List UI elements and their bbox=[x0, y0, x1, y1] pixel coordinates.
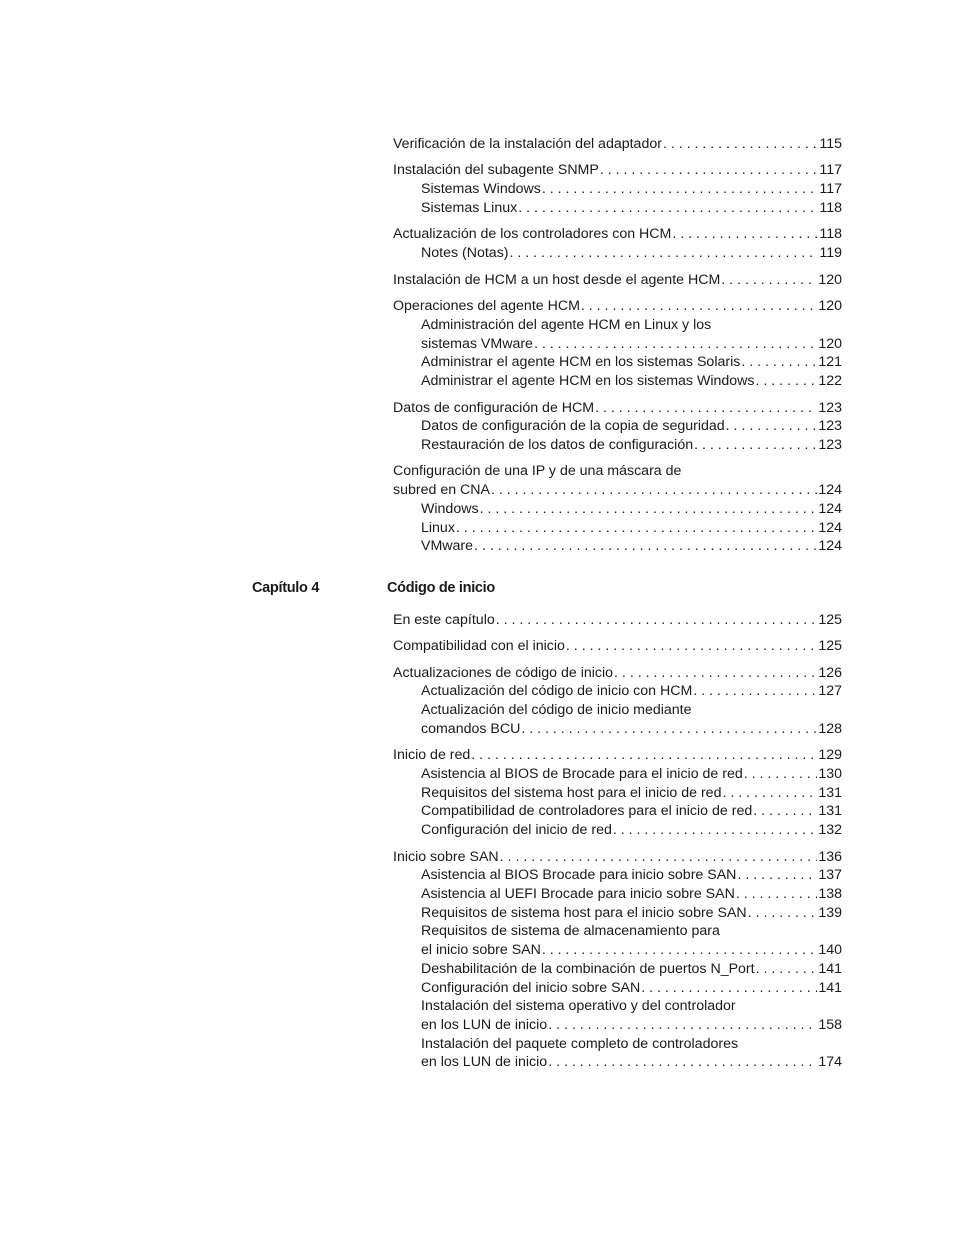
toc-entry-line[interactable]: Administración del agente HCM en Linux y los bbox=[421, 317, 712, 333]
toc-page-number: 123 bbox=[818, 400, 842, 416]
dot-leader bbox=[722, 785, 817, 802]
dot-leader bbox=[581, 298, 817, 315]
toc-entry-title: Linux bbox=[421, 520, 455, 536]
toc-entry-title: subred en CNA bbox=[393, 482, 490, 498]
dot-leader bbox=[521, 721, 817, 738]
toc-page-number: 119 bbox=[819, 245, 842, 261]
toc-entry-title: Datos de configuración de HCM bbox=[393, 400, 595, 416]
toc-entry[interactable] bbox=[421, 886, 842, 903]
dot-leader bbox=[542, 181, 819, 198]
toc-page-number: 132 bbox=[818, 822, 842, 838]
toc-entry-title: Compatibilidad con el inicio bbox=[393, 638, 565, 654]
dot-leader bbox=[693, 683, 817, 700]
toc-entry[interactable] bbox=[421, 181, 842, 198]
toc-entry[interactable] bbox=[421, 520, 842, 537]
toc-entry-title: Inicio sobre SAN bbox=[393, 849, 499, 865]
dot-leader bbox=[474, 538, 817, 555]
dot-leader bbox=[756, 373, 818, 390]
toc-entry[interactable] bbox=[421, 336, 842, 353]
toc-page-number: 158 bbox=[818, 1017, 842, 1033]
toc-page-number: 131 bbox=[818, 803, 842, 819]
toc-page-number: 174 bbox=[818, 1054, 842, 1070]
toc-entry[interactable] bbox=[393, 272, 842, 289]
toc-entry-title: Requisitos del sistema host para el inicio de red bbox=[421, 785, 722, 801]
toc-entry[interactable] bbox=[421, 785, 842, 802]
toc-page-number: 136 bbox=[818, 849, 842, 865]
toc-entry[interactable] bbox=[421, 822, 842, 839]
toc-entry-title: Asistencia al BIOS Brocade para inicio sobre SAN bbox=[421, 867, 737, 883]
toc-page-number: 117 bbox=[819, 162, 842, 178]
dot-leader bbox=[518, 200, 818, 217]
toc-entry[interactable] bbox=[421, 961, 842, 978]
toc-entry[interactable] bbox=[393, 400, 842, 417]
dot-leader bbox=[744, 766, 818, 783]
toc-entry[interactable] bbox=[421, 200, 842, 217]
dot-leader bbox=[672, 226, 818, 243]
toc-entry-title: Windows bbox=[421, 501, 479, 517]
toc-entry-title: Instalación de HCM a un host desde el agente HCM bbox=[393, 272, 721, 288]
toc-entry[interactable] bbox=[421, 803, 842, 820]
toc-entry-title: Actualizaciones de código de inicio bbox=[393, 665, 614, 681]
toc-page-number: 123 bbox=[818, 437, 842, 453]
dot-leader bbox=[694, 437, 817, 454]
toc-entry-title: Configuración del inicio de red bbox=[421, 822, 612, 838]
dot-leader bbox=[496, 612, 818, 629]
toc-entry-title: En este capítulo bbox=[393, 612, 495, 628]
toc-entry[interactable] bbox=[421, 418, 842, 435]
toc-entry-line[interactable]: Instalación del paquete completo de controladores bbox=[421, 1036, 739, 1052]
toc-entry[interactable] bbox=[393, 849, 842, 866]
toc-entry-title: Restauración de los datos de configuración bbox=[421, 437, 694, 453]
dot-leader bbox=[741, 354, 817, 371]
toc-entry-title: Asistencia al BIOS de Brocade para el inicio de red bbox=[421, 766, 743, 782]
toc-entry[interactable] bbox=[421, 373, 842, 390]
toc-entry[interactable] bbox=[393, 665, 842, 682]
toc-entry[interactable] bbox=[393, 226, 842, 243]
dot-leader bbox=[471, 747, 817, 764]
toc-entry[interactable] bbox=[393, 612, 842, 629]
dot-leader bbox=[534, 336, 817, 353]
toc-entry-title: Administrar el agente HCM en los sistemas Windows bbox=[421, 373, 755, 389]
toc-entry-title: Compatibilidad de controladores para el inicio de red bbox=[421, 803, 753, 819]
toc-entry[interactable] bbox=[421, 354, 842, 371]
toc-entry[interactable] bbox=[421, 905, 842, 922]
dot-leader bbox=[641, 980, 817, 997]
toc-entry-title: el inicio sobre SAN bbox=[421, 942, 541, 958]
toc-entry[interactable] bbox=[421, 501, 842, 518]
toc-page-number: 129 bbox=[818, 747, 842, 763]
toc-entry[interactable] bbox=[421, 980, 842, 997]
toc-entry[interactable] bbox=[393, 136, 842, 153]
toc-entry-title: VMware bbox=[421, 538, 474, 554]
toc-entry[interactable] bbox=[393, 747, 842, 764]
dot-leader bbox=[480, 501, 818, 518]
toc-page-number: 120 bbox=[818, 336, 842, 352]
dot-leader bbox=[736, 886, 817, 903]
dot-leader bbox=[500, 849, 818, 866]
dot-leader bbox=[613, 822, 817, 839]
toc-page-number: 126 bbox=[818, 665, 842, 681]
toc-entry[interactable] bbox=[421, 683, 842, 700]
toc-page-number: 131 bbox=[818, 785, 842, 801]
dot-leader bbox=[566, 638, 817, 655]
toc-entry-line[interactable]: Requisitos de sistema de almacenamiento para bbox=[421, 923, 720, 939]
dot-leader bbox=[614, 665, 817, 682]
toc-page-number: 124 bbox=[818, 501, 842, 517]
toc-entry-title: Actualización del código de inicio con HCM bbox=[421, 683, 693, 699]
chapter-number: Capítulo 4 bbox=[252, 580, 320, 596]
dot-leader bbox=[721, 272, 817, 289]
toc-page-number: 125 bbox=[818, 638, 842, 654]
toc-entry[interactable] bbox=[421, 942, 842, 959]
toc-page-number: 124 bbox=[818, 538, 842, 554]
toc-entry-title: Operaciones del agente HCM bbox=[393, 298, 580, 314]
toc-page-number: 123 bbox=[818, 418, 842, 434]
toc-entry-title: Administrar el agente HCM en los sistemas Solaris bbox=[421, 354, 741, 370]
toc-page-number: 124 bbox=[818, 482, 842, 498]
dot-leader bbox=[753, 803, 817, 820]
toc-page-number: 127 bbox=[818, 683, 842, 699]
toc-entry-title: Inicio de red bbox=[393, 747, 471, 763]
toc-page-number: 121 bbox=[818, 354, 842, 370]
toc-entry-line[interactable]: Configuración de una IP y de una máscara de bbox=[393, 463, 682, 479]
toc-entry[interactable] bbox=[393, 482, 842, 499]
toc-entry-title: Configuración del inicio sobre SAN bbox=[421, 980, 641, 996]
toc-page-number: 137 bbox=[818, 867, 842, 883]
dot-leader bbox=[756, 961, 818, 978]
toc-page-number: 122 bbox=[818, 373, 842, 389]
toc-entry[interactable] bbox=[393, 298, 842, 315]
toc-entry-title: Actualización de los controladores con HCM bbox=[393, 226, 672, 242]
toc-entry-title: Notes (Notas) bbox=[421, 245, 509, 261]
toc-page-number: 141 bbox=[818, 961, 842, 977]
dot-leader bbox=[456, 520, 817, 537]
toc-entry[interactable] bbox=[421, 437, 842, 454]
toc-entry-title: sistemas VMware bbox=[421, 336, 533, 352]
toc-page-number: 125 bbox=[818, 612, 842, 628]
toc-page-number: 120 bbox=[818, 272, 842, 288]
dot-leader bbox=[548, 1054, 817, 1071]
dot-leader bbox=[595, 400, 817, 417]
toc-entry-title: Sistemas Linux bbox=[421, 200, 518, 216]
toc-entry-title: Verificación de la instalación del adaptador bbox=[393, 136, 662, 152]
toc-page-number: 128 bbox=[818, 721, 842, 737]
toc-page-number: 139 bbox=[818, 905, 842, 921]
toc-entry[interactable] bbox=[421, 538, 842, 555]
toc-page-number: 130 bbox=[818, 766, 842, 782]
toc-entry-title: Requisitos de sistema host para el inicio sobre SAN bbox=[421, 905, 747, 921]
toc-entry[interactable] bbox=[421, 766, 842, 783]
dot-leader bbox=[737, 867, 817, 884]
dot-leader bbox=[510, 245, 819, 262]
toc-page-number: 118 bbox=[819, 226, 842, 242]
toc-page-number: 138 bbox=[818, 886, 842, 902]
chapter-title: Código de inicio bbox=[387, 580, 495, 596]
toc-entry[interactable] bbox=[421, 1054, 842, 1071]
toc-entry-line[interactable]: Actualización del código de inicio mediante bbox=[421, 702, 692, 718]
toc-entry-title: en los LUN de inicio bbox=[421, 1054, 548, 1070]
dot-leader bbox=[726, 418, 818, 435]
dot-leader bbox=[600, 162, 819, 179]
toc-entry[interactable] bbox=[393, 638, 842, 655]
toc-entry[interactable] bbox=[393, 162, 842, 179]
toc-entry-title: Deshabilitación de la combinación de puertos N_Port bbox=[421, 961, 755, 977]
toc-entry-title: comandos BCU bbox=[421, 721, 521, 737]
toc-page-number: 118 bbox=[819, 200, 842, 216]
dot-leader bbox=[491, 482, 817, 499]
toc-page-number: 117 bbox=[819, 181, 842, 197]
toc-entry-title: Datos de configuración de la copia de seguridad bbox=[421, 418, 725, 434]
toc-page-number: 120 bbox=[818, 298, 842, 314]
dot-leader bbox=[542, 942, 817, 959]
toc-entry[interactable] bbox=[421, 1017, 842, 1034]
dot-leader bbox=[748, 905, 818, 922]
dot-leader bbox=[548, 1017, 817, 1034]
toc-entry-title: Asistencia al UEFI Brocade para inicio sobre SAN bbox=[421, 886, 735, 902]
toc-entry[interactable] bbox=[421, 721, 842, 738]
toc-entry-title: en los LUN de inicio bbox=[421, 1017, 548, 1033]
toc-entry-line[interactable]: Instalación del sistema operativo y del controlador bbox=[421, 998, 736, 1014]
toc-page-number: 115 bbox=[819, 136, 842, 152]
toc-page-number: 124 bbox=[818, 520, 842, 536]
toc-page-number: 140 bbox=[818, 942, 842, 958]
dot-leader bbox=[663, 136, 818, 153]
toc-entry-title: Instalación del subagente SNMP bbox=[393, 162, 599, 178]
toc-page-number: 141 bbox=[818, 980, 842, 996]
toc-entry-title: Sistemas Windows bbox=[421, 181, 541, 197]
toc-entry[interactable] bbox=[421, 245, 842, 262]
toc-entry[interactable] bbox=[421, 867, 842, 884]
